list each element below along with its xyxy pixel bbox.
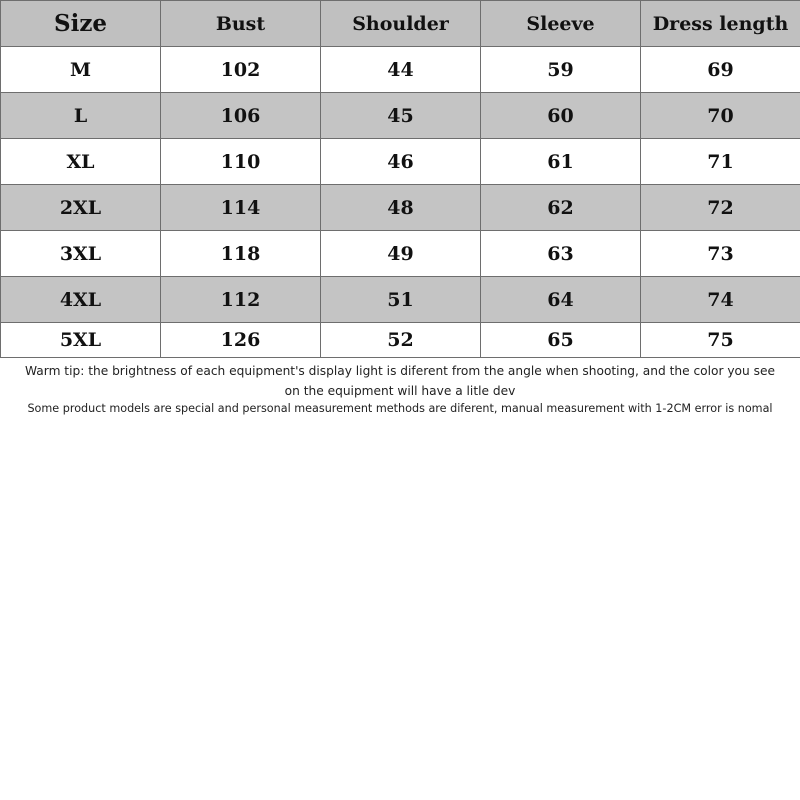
bust-cell: 118 — [161, 231, 321, 277]
table-row — [1, 277, 800, 323]
measurement-note-text: Some product models are special and personal measurement methods are diferent, manual measurement with 1-2CM error is nomal — [27, 402, 773, 415]
size-cell: 5XL — [1, 323, 161, 358]
size-cell: L — [1, 93, 161, 139]
table-row — [1, 231, 800, 277]
bust-cell: 126 — [161, 323, 321, 358]
size-cell: XL — [1, 139, 161, 185]
dress-length-cell: 72 — [641, 185, 800, 231]
size-cell: 2XL — [1, 185, 161, 231]
size-cell: 3XL — [1, 231, 161, 277]
header-shoulder: Shoulder — [321, 1, 481, 47]
sleeve-cell: 64 — [481, 277, 641, 323]
sleeve-cell: 60 — [481, 93, 641, 139]
table-row — [1, 185, 800, 231]
shoulder-cell: 52 — [321, 323, 481, 358]
dress-length-cell: 70 — [641, 93, 800, 139]
dress-length-cell: 69 — [641, 47, 800, 93]
table-row — [1, 323, 800, 358]
dress-length-cell: 74 — [641, 277, 800, 323]
dress-length-cell: 75 — [641, 323, 800, 358]
shoulder-cell: 51 — [321, 277, 481, 323]
shoulder-cell: 44 — [321, 47, 481, 93]
sleeve-cell: 63 — [481, 231, 641, 277]
table-row — [1, 93, 800, 139]
header-size: Size — [1, 1, 161, 47]
size-chart-table — [0, 0, 800, 358]
shoulder-cell: 46 — [321, 139, 481, 185]
shoulder-cell: 49 — [321, 231, 481, 277]
size-cell: 4XL — [1, 277, 161, 323]
notes-section — [0, 361, 800, 417]
header-dress-length: Dress length — [641, 1, 800, 47]
sleeve-cell: 61 — [481, 139, 641, 185]
warm-tip-text: Warm tip: the brightness of each equipment's display light is diferent from the angle when shooting, and the color you see on the equipment will have a litle dev — [25, 364, 775, 398]
table-row — [1, 47, 800, 93]
header-sleeve: Sleeve — [481, 1, 641, 47]
sleeve-cell: 65 — [481, 323, 641, 358]
shoulder-cell: 45 — [321, 93, 481, 139]
bust-cell: 110 — [161, 139, 321, 185]
dress-length-cell: 73 — [641, 231, 800, 277]
header-row — [1, 1, 800, 47]
dress-length-cell: 71 — [641, 139, 800, 185]
sleeve-cell: 62 — [481, 185, 641, 231]
table-row — [1, 139, 800, 185]
sleeve-cell: 59 — [481, 47, 641, 93]
bust-cell: 102 — [161, 47, 321, 93]
bust-cell: 112 — [161, 277, 321, 323]
size-cell: M — [1, 47, 161, 93]
bust-cell: 106 — [161, 93, 321, 139]
header-bust: Bust — [161, 1, 321, 47]
shoulder-cell: 48 — [321, 185, 481, 231]
bust-cell: 114 — [161, 185, 321, 231]
